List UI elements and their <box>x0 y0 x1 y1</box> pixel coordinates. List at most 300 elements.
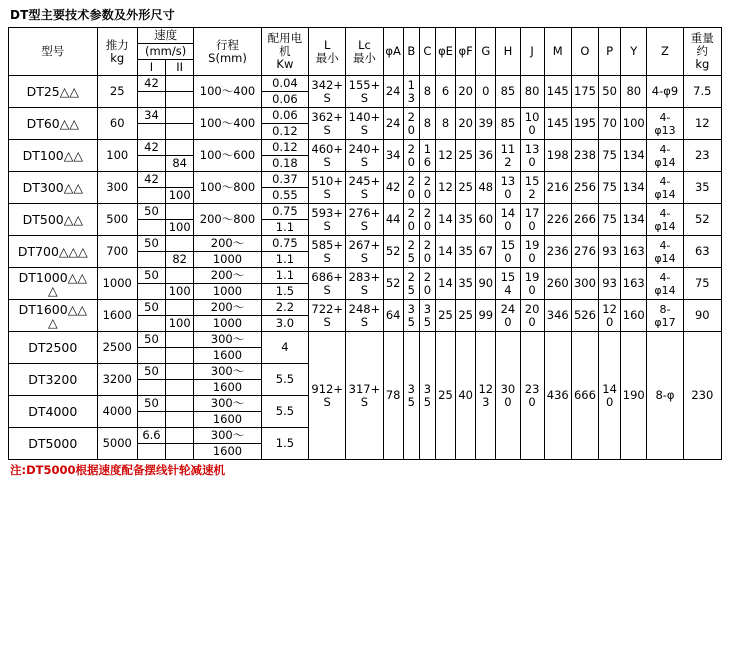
header-weight <box>683 28 721 76</box>
cell-speed-II <box>166 444 194 460</box>
cell-J: 190 <box>520 236 544 268</box>
table-header-row <box>9 28 722 44</box>
cell-speed-II <box>166 428 194 444</box>
cell-G: 0 <box>476 76 496 108</box>
header-P: P <box>599 28 621 76</box>
cell-speed-I: 50 <box>137 236 165 252</box>
cell-phiE: 25 <box>435 300 455 332</box>
cell-speed-II <box>166 92 194 108</box>
cell-phiF: 25 <box>456 300 476 332</box>
cell-stroke: 300～ <box>194 332 261 348</box>
cell-G: 99 <box>476 300 496 332</box>
cell-Lc: 248+S <box>346 300 383 332</box>
cell-thrust: 300 <box>97 172 137 204</box>
cell-H: 240 <box>496 300 520 332</box>
cell-weight: 23 <box>683 140 721 172</box>
cell-model: DT700△△△ <box>9 236 98 268</box>
cell-phiA: 42 <box>383 172 403 204</box>
header-speed-I: I <box>137 60 165 76</box>
cell-B: 35 <box>403 332 419 460</box>
cell-motor: 5.5 <box>261 396 308 428</box>
cell-G: 123 <box>476 332 496 460</box>
cell-Z-line1: 4- <box>659 238 671 252</box>
cell-Z-line2: φ14 <box>654 283 676 297</box>
cell-speed-II <box>166 268 194 284</box>
cell-speed-I <box>137 156 165 172</box>
cell-speed-I <box>137 188 165 204</box>
cell-L: 460+S <box>309 140 346 172</box>
cell-Z <box>647 268 683 300</box>
cell-motor: 1.5 <box>261 428 308 460</box>
cell-B: 20 <box>403 140 419 172</box>
cell-motor: 1.1 <box>261 268 308 284</box>
cell-model <box>9 300 98 332</box>
cell-O: 195 <box>571 108 598 140</box>
header-weight-label: 重量 <box>690 31 714 45</box>
cell-speed-II <box>166 332 194 348</box>
cell-Z: 4-φ9 <box>647 76 683 108</box>
cell-motor: 1.1 <box>261 252 308 268</box>
header-phiE: φE <box>435 28 455 76</box>
cell-speed-II <box>166 172 194 188</box>
cell-thrust: 3200 <box>97 364 137 396</box>
header-motor-label2: 机 <box>279 44 291 58</box>
cell-Z-line1: 8- <box>659 302 671 316</box>
cell-Z <box>647 300 683 332</box>
cell-J: 190 <box>520 268 544 300</box>
cell-L: 362+S <box>309 108 346 140</box>
cell-P: 93 <box>599 236 621 268</box>
cell-speed-II <box>166 124 194 140</box>
header-speed-unit: (mm/s) <box>137 44 193 60</box>
cell-motor: 0.55 <box>261 188 308 204</box>
cell-model <box>9 268 98 300</box>
cell-phiA: 24 <box>383 76 403 108</box>
header-stroke <box>194 28 261 76</box>
cell-speed-II: 100 <box>166 220 194 236</box>
cell-phiA: 52 <box>383 236 403 268</box>
cell-model: DT4000 <box>9 396 98 428</box>
cell-P: 120 <box>599 300 621 332</box>
header-G: G <box>476 28 496 76</box>
header-speed: 速度 <box>137 28 193 44</box>
cell-L: 686+S <box>309 268 346 300</box>
cell-H: 154 <box>496 268 520 300</box>
cell-Y: 100 <box>621 108 647 140</box>
cell-motor: 0.04 <box>261 76 308 92</box>
header-L <box>309 28 346 76</box>
cell-H: 85 <box>496 108 520 140</box>
cell-B: 25 <box>403 268 419 300</box>
cell-motor: 0.75 <box>261 236 308 252</box>
cell-Z <box>647 236 683 268</box>
cell-speed-I <box>137 348 165 364</box>
cell-Z-line1: 4- <box>659 142 671 156</box>
cell-phiA: 64 <box>383 300 403 332</box>
cell-stroke: 200～ <box>194 300 261 316</box>
cell-speed-I <box>137 412 165 428</box>
cell-C: 20 <box>419 268 435 300</box>
cell-weight: 230 <box>683 332 721 460</box>
cell-C: 8 <box>419 76 435 108</box>
cell-stroke: 1600 <box>194 348 261 364</box>
cell-model-line2: △ <box>47 314 58 330</box>
cell-Z <box>647 140 683 172</box>
cell-Lc: 240+S <box>346 140 383 172</box>
cell-motor: 3.0 <box>261 316 308 332</box>
table-row <box>9 76 722 92</box>
cell-Lc: 267+S <box>346 236 383 268</box>
cell-O: 175 <box>571 76 598 108</box>
header-O: O <box>571 28 598 76</box>
cell-Z-line1: 4- <box>659 206 671 220</box>
cell-M: 346 <box>544 300 571 332</box>
table-row <box>9 108 722 124</box>
header-L-label: L <box>323 37 331 52</box>
cell-J: 230 <box>520 332 544 460</box>
cell-G: 39 <box>476 108 496 140</box>
header-Lc-label: Lc <box>358 37 371 52</box>
cell-H: 300 <box>496 332 520 460</box>
cell-model: DT2500 <box>9 332 98 364</box>
cell-thrust: 700 <box>97 236 137 268</box>
cell-stroke: 100～600 <box>194 140 261 172</box>
cell-speed-I <box>137 124 165 140</box>
header-motor-unit: Kw <box>276 57 294 71</box>
cell-phiF: 35 <box>456 236 476 268</box>
cell-L: 912+S <box>309 332 346 460</box>
cell-Lc: 155+S <box>346 76 383 108</box>
header-J: J <box>520 28 544 76</box>
header-phiA: φA <box>383 28 403 76</box>
cell-weight: 52 <box>683 204 721 236</box>
cell-model: DT25△△ <box>9 76 98 108</box>
cell-motor: 1.5 <box>261 284 308 300</box>
cell-motor: 0.06 <box>261 108 308 124</box>
cell-phiF: 20 <box>456 108 476 140</box>
cell-phiE: 14 <box>435 268 455 300</box>
cell-O: 526 <box>571 300 598 332</box>
cell-Lc: 140+S <box>346 108 383 140</box>
cell-stroke: 200～ <box>194 268 261 284</box>
cell-B: 13 <box>403 76 419 108</box>
cell-thrust: 60 <box>97 108 137 140</box>
cell-M: 216 <box>544 172 571 204</box>
cell-stroke: 200～800 <box>194 204 261 236</box>
cell-P: 93 <box>599 268 621 300</box>
cell-model: DT300△△ <box>9 172 98 204</box>
header-motor-label1: 配用电 <box>267 31 303 45</box>
cell-speed-I <box>137 220 165 236</box>
cell-Y: 160 <box>621 300 647 332</box>
cell-stroke: 1600 <box>194 380 261 396</box>
cell-L: 593+S <box>309 204 346 236</box>
cell-thrust: 1600 <box>97 300 137 332</box>
header-C: C <box>419 28 435 76</box>
cell-phiE: 14 <box>435 204 455 236</box>
cell-L: 510+S <box>309 172 346 204</box>
cell-J: 152 <box>520 172 544 204</box>
cell-speed-I: 42 <box>137 76 165 92</box>
cell-model-line2: △ <box>47 282 58 298</box>
cell-stroke: 1000 <box>194 252 261 268</box>
cell-J: 80 <box>520 76 544 108</box>
cell-speed-II <box>166 348 194 364</box>
cell-weight: 90 <box>683 300 721 332</box>
header-L-sub: 最小 <box>315 50 339 65</box>
table-row <box>9 204 722 220</box>
cell-G: 67 <box>476 236 496 268</box>
cell-H: 112 <box>496 140 520 172</box>
table-row <box>9 140 722 156</box>
cell-speed-I: 50 <box>137 396 165 412</box>
cell-thrust: 5000 <box>97 428 137 460</box>
cell-P: 50 <box>599 76 621 108</box>
cell-B: 20 <box>403 204 419 236</box>
cell-weight: 12 <box>683 108 721 140</box>
cell-model: DT500△△ <box>9 204 98 236</box>
cell-phiA: 34 <box>383 140 403 172</box>
cell-stroke: 200～ <box>194 236 261 252</box>
cell-speed-I: 50 <box>137 300 165 316</box>
cell-B: 25 <box>403 236 419 268</box>
cell-M: 226 <box>544 204 571 236</box>
cell-phiE: 14 <box>435 236 455 268</box>
cell-Y: 163 <box>621 268 647 300</box>
cell-speed-II: 100 <box>166 284 194 300</box>
cell-H: 150 <box>496 236 520 268</box>
cell-Lc: 283+S <box>346 268 383 300</box>
table-row <box>9 236 722 252</box>
cell-Z-line2: φ14 <box>654 155 676 169</box>
cell-speed-II: 100 <box>166 316 194 332</box>
cell-O: 256 <box>571 172 598 204</box>
cell-Lc: 276+S <box>346 204 383 236</box>
cell-H: 85 <box>496 76 520 108</box>
cell-G: 48 <box>476 172 496 204</box>
cell-weight: 63 <box>683 236 721 268</box>
cell-thrust: 2500 <box>97 332 137 364</box>
cell-O: 666 <box>571 332 598 460</box>
cell-speed-I: 42 <box>137 140 165 156</box>
cell-speed-I: 50 <box>137 332 165 348</box>
cell-model: DT5000 <box>9 428 98 460</box>
header-stroke-label: 行程 <box>216 37 239 52</box>
header-speed-II: II <box>166 60 194 76</box>
cell-motor: 0.12 <box>261 140 308 156</box>
cell-stroke: 1000 <box>194 316 261 332</box>
header-Z: Z <box>647 28 683 76</box>
cell-L: 585+S <box>309 236 346 268</box>
header-phiF: φF <box>456 28 476 76</box>
cell-L: 722+S <box>309 300 346 332</box>
cell-Y: 134 <box>621 204 647 236</box>
spec-table <box>8 27 722 460</box>
header-weight-sub: 约 <box>696 44 709 58</box>
cell-C: 16 <box>419 140 435 172</box>
header-Y: Y <box>621 28 647 76</box>
cell-model: DT60△△ <box>9 108 98 140</box>
cell-O: 276 <box>571 236 598 268</box>
cell-P: 75 <box>599 204 621 236</box>
cell-Y: 134 <box>621 140 647 172</box>
cell-Lc: 245+S <box>346 172 383 204</box>
cell-speed-II: 84 <box>166 156 194 172</box>
cell-stroke: 100～400 <box>194 108 261 140</box>
cell-speed-II <box>166 108 194 124</box>
cell-phiF: 20 <box>456 76 476 108</box>
cell-motor: 0.18 <box>261 156 308 172</box>
cell-model: DT100△△ <box>9 140 98 172</box>
cell-thrust: 4000 <box>97 396 137 428</box>
cell-Z <box>647 108 683 140</box>
cell-speed-II <box>166 204 194 220</box>
cell-H: 130 <box>496 172 520 204</box>
cell-O: 300 <box>571 268 598 300</box>
cell-stroke: 1000 <box>194 284 261 300</box>
cell-phiF: 35 <box>456 204 476 236</box>
cell-P: 75 <box>599 140 621 172</box>
cell-G: 60 <box>476 204 496 236</box>
cell-Z <box>647 204 683 236</box>
cell-phiA: 52 <box>383 268 403 300</box>
cell-phiE: 6 <box>435 76 455 108</box>
cell-model: DT3200 <box>9 364 98 396</box>
cell-phiF: 40 <box>456 332 476 460</box>
cell-speed-II <box>166 300 194 316</box>
cell-B: 35 <box>403 300 419 332</box>
cell-motor: 1.1 <box>261 220 308 236</box>
cell-C: 20 <box>419 204 435 236</box>
table-row <box>9 268 722 284</box>
cell-phiA: 78 <box>383 332 403 460</box>
cell-phiF: 35 <box>456 268 476 300</box>
cell-Y: 80 <box>621 76 647 108</box>
cell-phiF: 25 <box>456 140 476 172</box>
header-H: H <box>496 28 520 76</box>
cell-Z-line2: φ13 <box>654 123 676 137</box>
cell-P: 140 <box>599 332 621 460</box>
cell-stroke: 300～ <box>194 396 261 412</box>
cell-Z-line1: 4- <box>659 110 671 124</box>
cell-speed-I <box>137 316 165 332</box>
cell-M: 145 <box>544 76 571 108</box>
cell-G: 90 <box>476 268 496 300</box>
page-title: DT型主要技术参数及外形尺寸 <box>10 8 175 22</box>
cell-motor: 2.2 <box>261 300 308 316</box>
cell-motor: 4 <box>261 332 308 364</box>
cell-M: 260 <box>544 268 571 300</box>
cell-speed-II: 82 <box>166 252 194 268</box>
header-model: 型号 <box>9 28 98 76</box>
cell-speed-II <box>166 380 194 396</box>
cell-Z <box>647 172 683 204</box>
cell-thrust: 1000 <box>97 268 137 300</box>
cell-C: 35 <box>419 332 435 460</box>
header-B: B <box>403 28 419 76</box>
cell-speed-II <box>166 396 194 412</box>
cell-Z-line1: 4- <box>659 174 671 188</box>
header-weight-unit: kg <box>695 57 710 71</box>
cell-Y: 134 <box>621 172 647 204</box>
cell-J: 200 <box>520 300 544 332</box>
table-row <box>9 172 722 188</box>
cell-motor: 5.5 <box>261 364 308 396</box>
cell-speed-II <box>166 236 194 252</box>
cell-speed-II <box>166 412 194 428</box>
cell-Z-line2: φ14 <box>654 251 676 265</box>
cell-stroke: 1600 <box>194 444 261 460</box>
cell-model-line1: DT1000△△ <box>18 269 87 285</box>
cell-speed-II <box>166 76 194 92</box>
cell-speed-II <box>166 364 194 380</box>
cell-weight: 7.5 <box>683 76 721 108</box>
cell-M: 436 <box>544 332 571 460</box>
cell-weight: 75 <box>683 268 721 300</box>
cell-phiE: 12 <box>435 172 455 204</box>
cell-speed-I: 6.6 <box>137 428 165 444</box>
cell-Z-line2: φ14 <box>654 187 676 201</box>
cell-speed-I: 34 <box>137 108 165 124</box>
cell-B: 20 <box>403 172 419 204</box>
cell-phiE: 12 <box>435 140 455 172</box>
cell-Lc: 317+S <box>346 332 383 460</box>
cell-O: 266 <box>571 204 598 236</box>
cell-M: 236 <box>544 236 571 268</box>
cell-C: 20 <box>419 172 435 204</box>
cell-G: 36 <box>476 140 496 172</box>
cell-motor: 0.75 <box>261 204 308 220</box>
cell-speed-I: 50 <box>137 364 165 380</box>
cell-C: 35 <box>419 300 435 332</box>
cell-J: 130 <box>520 140 544 172</box>
cell-speed-I: 50 <box>137 268 165 284</box>
cell-O: 238 <box>571 140 598 172</box>
cell-H: 140 <box>496 204 520 236</box>
cell-motor: 0.12 <box>261 124 308 140</box>
cell-phiE: 25 <box>435 332 455 460</box>
cell-Z-line1: 4- <box>659 270 671 284</box>
table-row <box>9 300 722 316</box>
cell-stroke: 300～ <box>194 428 261 444</box>
footnote: 注:DT5000根据速度配备摆线针轮减速机 <box>10 463 225 477</box>
cell-M: 198 <box>544 140 571 172</box>
cell-phiE: 8 <box>435 108 455 140</box>
cell-stroke: 100～800 <box>194 172 261 204</box>
header-Lc <box>346 28 383 76</box>
cell-Z: 8-φ <box>647 332 683 460</box>
header-Lc-sub: 最小 <box>352 50 376 65</box>
cell-B: 20 <box>403 108 419 140</box>
header-M: M <box>544 28 571 76</box>
cell-stroke: 300～ <box>194 364 261 380</box>
cell-weight: 35 <box>683 172 721 204</box>
cell-speed-II: 100 <box>166 188 194 204</box>
cell-speed-I: 42 <box>137 172 165 188</box>
table-row <box>9 332 722 348</box>
cell-stroke: 1600 <box>194 412 261 428</box>
cell-phiF: 25 <box>456 172 476 204</box>
cell-speed-I <box>137 252 165 268</box>
header-stroke-unit: S(mm) <box>208 50 247 65</box>
cell-phiA: 24 <box>383 108 403 140</box>
cell-speed-I <box>137 444 165 460</box>
cell-speed-I <box>137 92 165 108</box>
cell-thrust: 500 <box>97 204 137 236</box>
cell-J: 170 <box>520 204 544 236</box>
cell-C: 8 <box>419 108 435 140</box>
cell-L: 342+S <box>309 76 346 108</box>
